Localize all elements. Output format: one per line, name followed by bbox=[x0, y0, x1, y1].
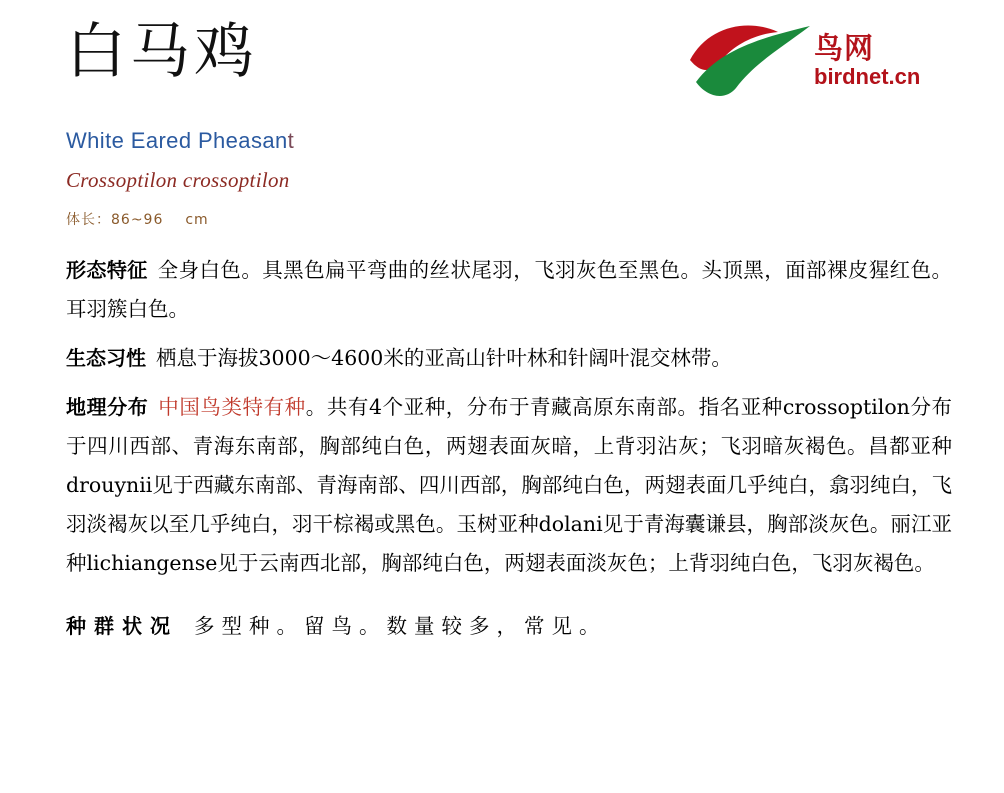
logo-swoosh-icon bbox=[686, 16, 821, 102]
page-header bbox=[58, 0, 946, 120]
section-population bbox=[66, 607, 952, 646]
section-population-label: 种群状况 bbox=[66, 614, 178, 638]
section-ecology-text: 栖息于海拔3000～4600米的亚高山针叶林和针阔叶混交林带。 bbox=[156, 346, 732, 370]
section-morphology bbox=[66, 251, 952, 329]
section-distribution-text: 。共有4个亚种，分布于青藏高原东南部。指名亚种crossoptilon分布于四川西部、青海东南部，胸部纯白色，两翅表面灰暗，上背羽沾灰；飞羽暗灰褐色。昌都亚种drouynii见于西藏东南部、青海南部、四川西部，胸部纯白色，两翅表面几乎纯白，翕羽纯白，飞羽淡褐灰以至几乎纯白，羽干棕褐或黑色。玉树亚种dolani见于青海囊谦县，胸部淡灰色。丽江亚种lichiangense见于云南西北部，胸部纯白色，两翅表面淡灰色；上背羽纯白色，飞羽灰褐色。 bbox=[66, 395, 953, 575]
section-distribution-label: 地理分布 bbox=[66, 395, 149, 419]
birdnet-logo bbox=[686, 16, 926, 102]
logo-brand-cn: 鸟网 bbox=[814, 31, 875, 65]
page-title: 白马鸡 bbox=[66, 17, 258, 87]
section-ecology-label: 生态习性 bbox=[66, 346, 146, 370]
measurement-unit: cm bbox=[185, 212, 209, 228]
species-english-name-main: White Eared Pheasan bbox=[66, 128, 288, 153]
section-distribution bbox=[66, 388, 952, 583]
logo-brand-url: birdnet.cn bbox=[814, 64, 921, 89]
section-morphology-text: 全身白色。具黑色扁平弯曲的丝状尾羽，飞羽灰色至黑色。头顶黑，面部裸皮猩红色。耳羽簇白色。 bbox=[66, 258, 953, 321]
section-distribution-highlight: 中国鸟类特有种 bbox=[158, 395, 306, 419]
section-ecology bbox=[66, 339, 952, 378]
measurement-label: 体长：86~96 bbox=[66, 212, 164, 228]
section-morphology-label: 形态特征 bbox=[66, 258, 148, 282]
species-latin-name: Crossoptilon crossoptilon bbox=[66, 168, 290, 192]
species-measurement bbox=[66, 209, 946, 229]
species-english-name-tail: t bbox=[287, 128, 295, 153]
species-english-name bbox=[66, 128, 946, 154]
section-population-text: 多型种。留鸟。数量较多，常见。 bbox=[194, 614, 607, 638]
